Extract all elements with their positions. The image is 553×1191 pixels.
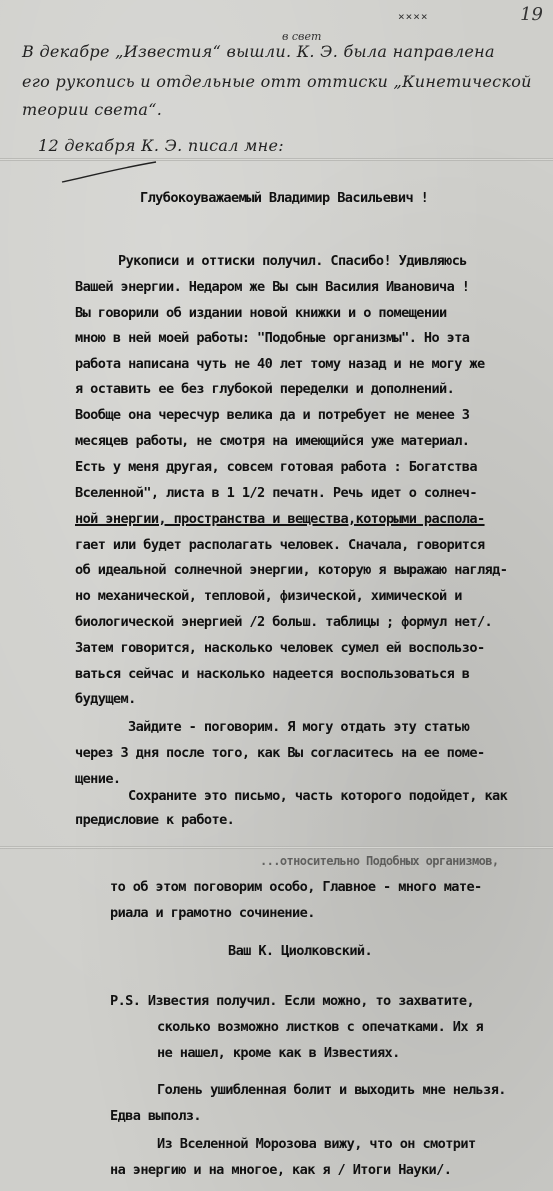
page-fold-1 <box>0 158 553 161</box>
handwritten-insertion: в свет <box>282 30 322 43</box>
page-fold-2 <box>0 846 553 849</box>
letter-line: Есть у меня другая, совсем готовая работа : Богатства <box>75 459 477 475</box>
letter-line: риала и грамотно сочинение. <box>110 905 315 921</box>
letter-line: об идеальной солнечной энергии, которую я выражаю нагляд- <box>75 562 508 578</box>
letter-line: Затем говорится, насколько человек сумел ей воспользо- <box>75 640 485 656</box>
pen-stroke <box>60 160 160 190</box>
letter-line: мною в ней моей работы: "Подобные организмы". Но эта <box>75 330 470 346</box>
letter-line: не нашел, кроме как в Известиях. <box>157 1045 400 1061</box>
letter-line: Едва выполз. <box>110 1108 202 1124</box>
letter-line: Вы говорили об издании новой книжки и о помещении <box>75 305 447 321</box>
handwritten-line-3: теории света“. <box>22 100 163 119</box>
letter-line: гает или будет располагать человек. Сначала, говорится <box>75 537 485 553</box>
letter-line: на энергию и на многое, как я / Итоги Науки/. <box>110 1162 452 1178</box>
letter-line: P.S. Известия получил. Если можно, то захватите, <box>110 993 475 1009</box>
letter-salutation: Глубокоуважаемый Владимир Васильевич ! <box>140 190 429 206</box>
letter-line: Голень ушибленная болит и выходить мне нельзя. <box>157 1082 506 1098</box>
page-number: 19 <box>520 4 543 25</box>
letter-line: будущем. <box>75 691 136 707</box>
letter-line: Рукописи и оттиски получил. Спасибо! Удивляюсь <box>118 253 467 269</box>
letter-line: ваться сейчас и насколько надеется воспользоваться в <box>75 666 470 682</box>
letter-line: но механической, тепловой, физической, химической и <box>75 588 462 604</box>
letter-line: Зайдите - поговорим. Я могу отдать эту статью <box>128 719 470 735</box>
letter-line: работа написана чуть не 40 лет тому назад и не могу же <box>75 356 485 372</box>
letter-line: Из Вселенной Морозова вижу, что он смотрит <box>157 1136 476 1152</box>
margin-marks: ×××× <box>398 10 429 23</box>
letter-line: Вашей энергии. Недаром же Вы сын Василия Ивановича ! <box>75 279 470 295</box>
letter-line-cut: ...относительно Подобных организмов, <box>260 854 499 868</box>
letter-line: биологической энергией /2 больш. таблицы ; формул нет/. <box>75 614 493 630</box>
letter-line: Вселенной", листа в 1 1/2 печатн. Речь идет о солнеч- <box>75 485 477 501</box>
handwritten-line-1: В декабре „Известия“ вышли. К. Э. была направлена <box>22 42 495 61</box>
letter-line: Сохраните это письмо, часть которого подойдет, как <box>128 788 508 804</box>
letter-line: я оставить ее без глубокой переделки и дополнений. <box>75 381 455 397</box>
letter-line: через 3 дня после того, как Вы согласитесь на ее поме- <box>75 745 485 761</box>
letter-line: ной энергии, пространства и вещества,которыми распола- <box>75 511 485 527</box>
handwritten-line-2: его рукопись и отдельные отт оттиски „Кинетической <box>22 72 532 91</box>
letter-line: Вообще она чересчур велика да и потребует не менее 3 <box>75 407 470 423</box>
letter-line: месяцев работы, не смотря на имеющийся уже материал. <box>75 433 470 449</box>
letter-signature: Ваш К. Циолковский. <box>228 943 373 959</box>
letter-line: сколько возможно листков с опечатками. Их я <box>157 1019 484 1035</box>
letter-line: предисловие к работе. <box>75 812 235 828</box>
letter-line: то об этом поговорим особо, Главное - много мате- <box>110 879 482 895</box>
handwritten-line-4: 12 декабря К. Э. писал мне: <box>38 136 284 155</box>
letter-line: щение. <box>75 771 121 787</box>
